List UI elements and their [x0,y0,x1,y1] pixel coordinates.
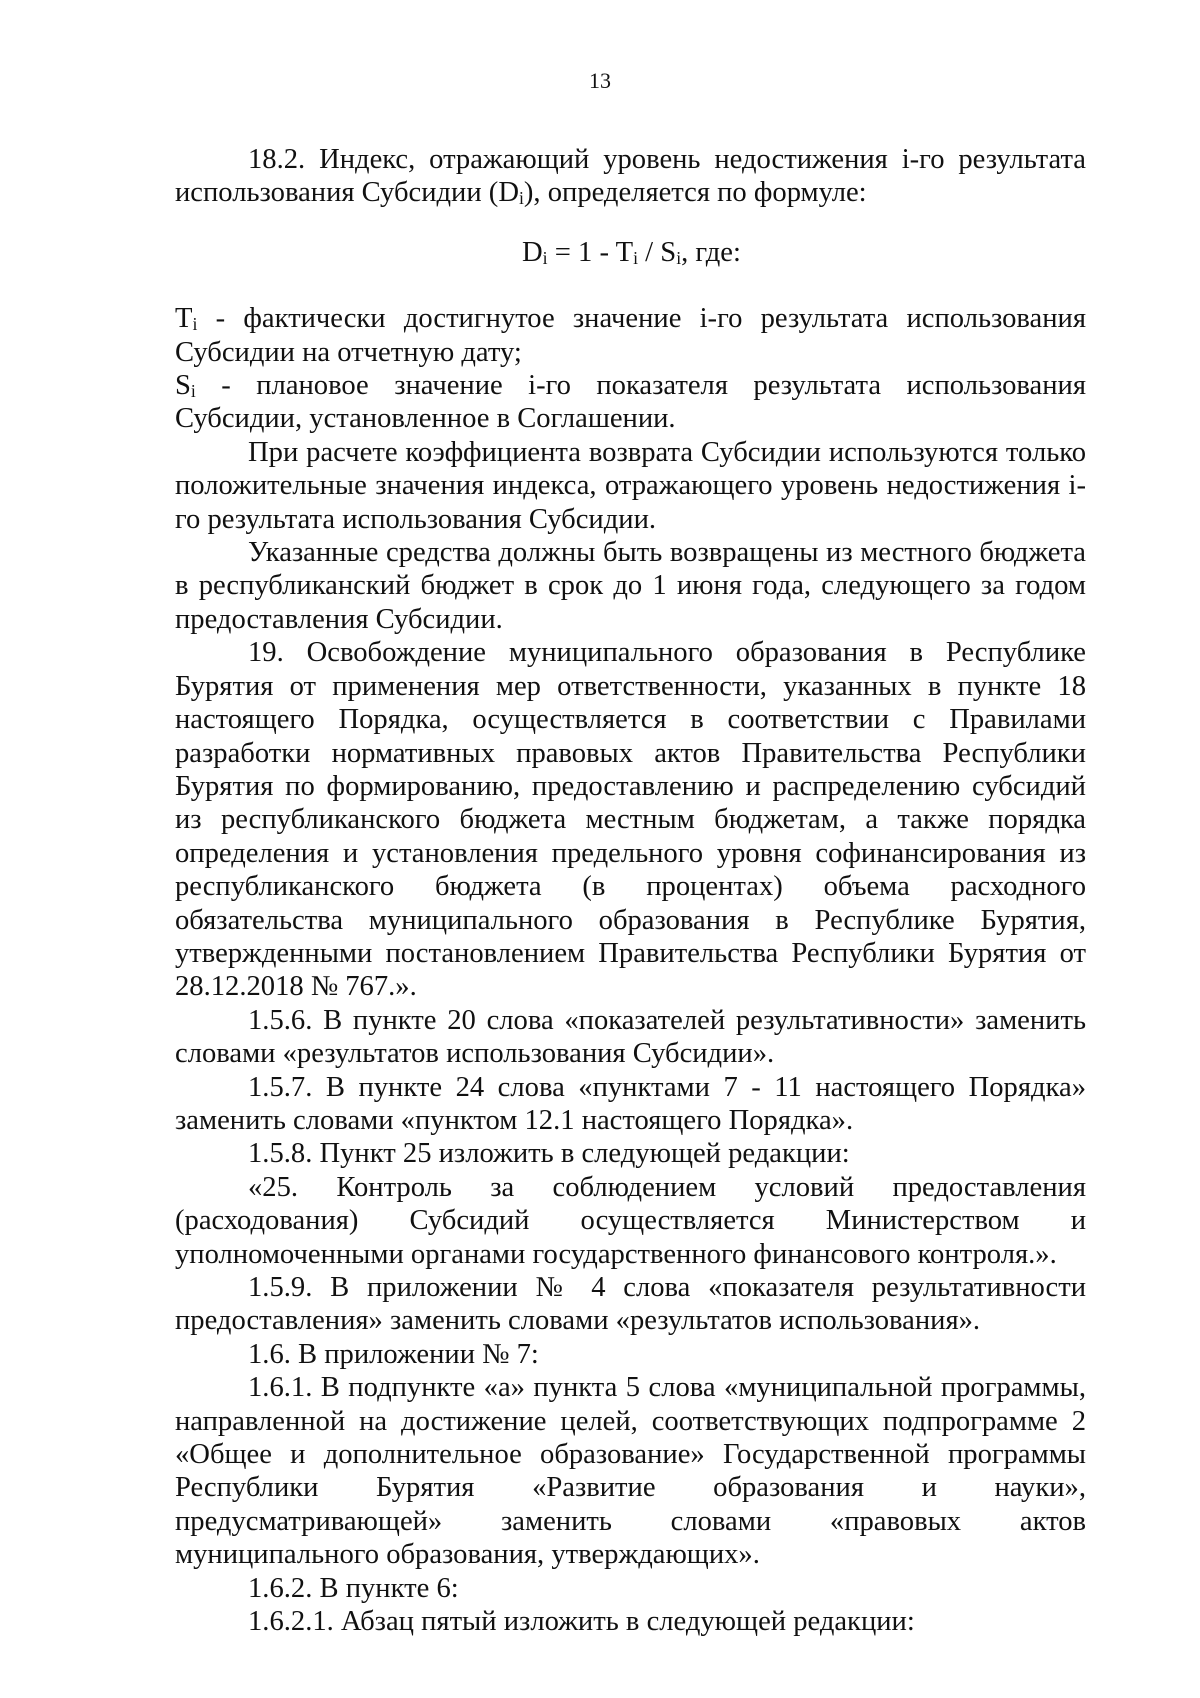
formula-t-subscript: i [633,248,639,268]
paragraph-1-5-8: 1.5.8. Пункт 25 изложить в следующей редакции: [248,1138,850,1170]
paragraph-positive-values: При расчете коэффициента возврата Субсидии используются только положительные значения индекса, отражающего уровень недостижения i-го результата использования Субсидии. [175,436,1086,535]
paragraph-1-5-9: 1.5.9. В приложении № 4 слова «показателя результативности предоставления» заменить словами «результатов использования». [175,1272,1086,1337]
formula-d: D [522,236,543,268]
definition-s-text: - плановое значение i-го показателя результата использования Субсидии, установленное в Соглашении. [175,370,1086,435]
paragraph-18-2 [175,143,1086,210]
document-body [175,143,1086,1638]
paragraph-1-5-7: 1.5.7. В пункте 24 слова «пунктами 7 - 11 настоящего Порядка» заменить словами «пунктом 12.1 настоящего Порядка». [175,1071,1086,1136]
paragraph-1-6-2: 1.6.2. В пункте 6: [248,1572,459,1604]
definition-t [175,302,1086,369]
paragraph-25: «25. Контроль за соблюдением условий предоставления (расходования) Субсидий осуществляется Министерством и уполномоченными органами государственного финансового контроля.». [175,1171,1086,1270]
definition-t-subscript: i [192,314,198,335]
paragraph-1-5-6: 1.5.6. В пункте 20 слова «показателей результативности» заменить словами «результатов использования Субсидии». [175,1004,1086,1070]
formula-d-subscript: i [542,248,548,268]
paragraph-1-6-2-1: 1.6.2.1. Абзац пятый изложить в следующей редакции: [248,1606,915,1638]
paragraph-18-2-start: 18.2. Индекс, отражающий уровень недостижения i-го результата использования Субсидии (D [175,144,1086,209]
definition-t-symbol: T [175,303,193,335]
paragraph-return-funds: Указанные средства должны быть возвращены из местного бюджета в республиканский бюджет в срок до 1 июня года, следующего за годом предоставления Субсидии. [175,537,1086,635]
paragraph-18-2-end: ), определяется по формуле: [523,177,867,209]
paragraph-1-6: 1.6. В приложении № 7: [248,1338,539,1370]
formula-s-subscript: i [676,248,682,268]
definition-s-symbol: S [175,370,191,402]
definition-s [175,369,1086,436]
paragraph-18-2-subscript: i [518,188,524,209]
formula-mid-1: = 1 - T [547,236,634,268]
paragraph-19: 19. Освобождение муниципального образования в Республике Бурятия от применения мер ответственности, указанных в пункте 18 настоящего Порядка, осуществляется в соответствии с Правилами разработки нормативных правовых актов Правительства Республики Бурятия по формированию, предоставлению и распределению субсидий из республиканского бюджета местным бюджетам, а также порядка определения и установления предельного уровня софинансирования из республиканского бюджета (в процентах) объема расходного обязательства муниципального образования в Республике Бурятия, утвержденными постановлением Правительства Республики Бурятия от 28.12.2018 № 767.». [175,637,1086,1003]
formula-mid-2: / S [638,236,677,268]
formula [175,236,1086,269]
definition-s-subscript: i [190,381,196,402]
formula-end: , где: [681,236,741,268]
paragraph-1-6-1: 1.6.1. В подпункте «а» пункта 5 слова «муниципальной программы, направленной на достижение целей, соответствующих подпрограмме 2 «Общее и дополнительное образование» Государственной программы Республики Бурятия «Развитие образования и науки», предусматривающей» заменить словами «правовых актов муниципального образования, утверждающих». [175,1372,1086,1571]
definition-t-text: - фактически достигнутое значение i-го результата использования Субсидии на отчетную дату; [175,303,1086,368]
page-number: 13 [589,68,611,93]
